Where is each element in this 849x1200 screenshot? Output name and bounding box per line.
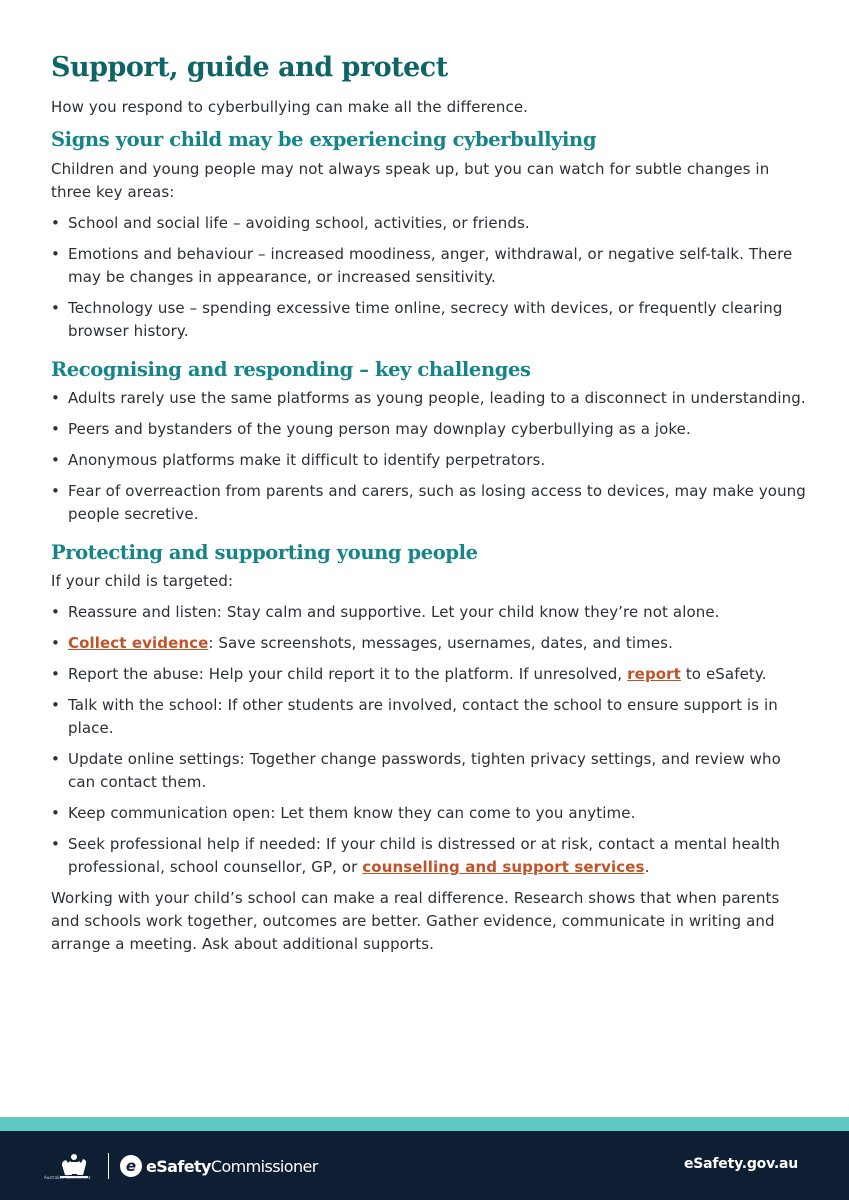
list-item: • Talk with the school: If other students are involved, contact the school to ensure support is in place. xyxy=(51,696,778,738)
esafety-logo xyxy=(119,1153,318,1179)
svg-text:e: e xyxy=(125,1157,137,1175)
page-content xyxy=(51,52,811,970)
page-intro: How you respond to cyberbullying can make all the difference. xyxy=(51,98,529,117)
protecting-heading: Protecting and supporting young people xyxy=(51,541,478,565)
list-item: • Keep communication open: Let them know they can come to you anytime. xyxy=(51,802,811,825)
list-item: • Report the abuse: Help your child report it to the platform. If unresolved, report to eSafety. xyxy=(51,663,811,686)
bullet: • xyxy=(51,213,60,232)
collect-evidence-link[interactable]: Collect evidence xyxy=(68,634,209,653)
esafety-e-icon xyxy=(119,1154,143,1178)
counselling-services-link[interactable]: counselling and support services xyxy=(362,858,645,877)
list-item: • Reassure and listen: Stay calm and supportive. Let your child know they’re not alone. xyxy=(51,601,811,624)
bullet: • xyxy=(51,244,60,263)
bullet: • xyxy=(51,835,60,854)
list-item: • Technology use – spending excessive time online, secrecy with devices, or frequently clearing browser history. xyxy=(51,298,783,340)
list-item: • Seek professional help if needed: If your child is distressed or at risk, contact a mental health professional, school counsellor, GP, or counselling and support services. xyxy=(51,835,780,877)
challenges-heading: Recognising and responding – key challenges xyxy=(51,357,531,381)
signs-list xyxy=(51,212,811,343)
bullet: • xyxy=(51,482,60,501)
bullet: • xyxy=(51,298,60,317)
list-item: • Peers and bystanders of the young person may downplay cyberbullying as a joke. xyxy=(51,418,811,441)
list-item: • Emotions and behaviour – increased moodiness, anger, withdrawal, or negative self-talk. There may be changes in appearance, or increased sensitivity. xyxy=(51,244,793,286)
closing-paragraph: Working with your child’s school can make a real difference. Research shows that when parents and schools work together, outcomes are better. Gather evidence, communicate in writing and arrange a meeting. Ask about additional supports. xyxy=(51,889,780,954)
bullet: • xyxy=(51,603,60,622)
bullet: • xyxy=(51,804,60,823)
protecting-list xyxy=(51,601,811,879)
signs-intro: Children and young people may not always speak up, but you can watch for subtle changes in three key areas: xyxy=(51,159,770,201)
challenges-list xyxy=(51,387,811,526)
signs-heading: Signs your child may be experiencing cyberbullying xyxy=(51,128,597,152)
bullet: • xyxy=(51,389,60,408)
bullet: • xyxy=(51,750,60,769)
bullet: • xyxy=(51,696,60,715)
report-link[interactable]: report xyxy=(627,665,681,684)
gov-label: Australian Government xyxy=(44,1175,91,1180)
brand-name: eSafetyCommissioner xyxy=(146,1156,318,1176)
footer-divider xyxy=(108,1153,109,1179)
bullet: • xyxy=(51,420,60,439)
list-item: • School and social life – avoiding school, activities, or friends. xyxy=(51,212,811,235)
list-item: • Fear of overreaction from parents and carers, such as losing access to devices, may make young people secretive. xyxy=(51,482,806,524)
protecting-intro: If your child is targeted: xyxy=(51,572,234,591)
list-item: • Anonymous platforms make it difficult to identify perpetrators. xyxy=(51,449,811,472)
site-url[interactable]: eSafety.gov.au xyxy=(683,1156,798,1172)
footer-accent-band xyxy=(0,1117,849,1131)
page-title: Support, guide and protect xyxy=(51,52,448,83)
bullet: • xyxy=(51,634,60,653)
list-item: • Update online settings: Together change passwords, tighten privacy settings, and review who can contact them. xyxy=(51,750,781,792)
challenges-section xyxy=(51,357,811,526)
list-item: • Collect evidence: Save screenshots, messages, usernames, dates, and times. xyxy=(51,632,811,655)
protecting-section xyxy=(51,540,811,956)
signs-section xyxy=(51,127,811,342)
bullet: • xyxy=(51,665,60,684)
list-item: • Adults rarely use the same platforms as young people, leading to a disconnect in understanding. xyxy=(51,387,811,410)
bullet: • xyxy=(51,451,60,470)
footer xyxy=(0,1131,849,1200)
